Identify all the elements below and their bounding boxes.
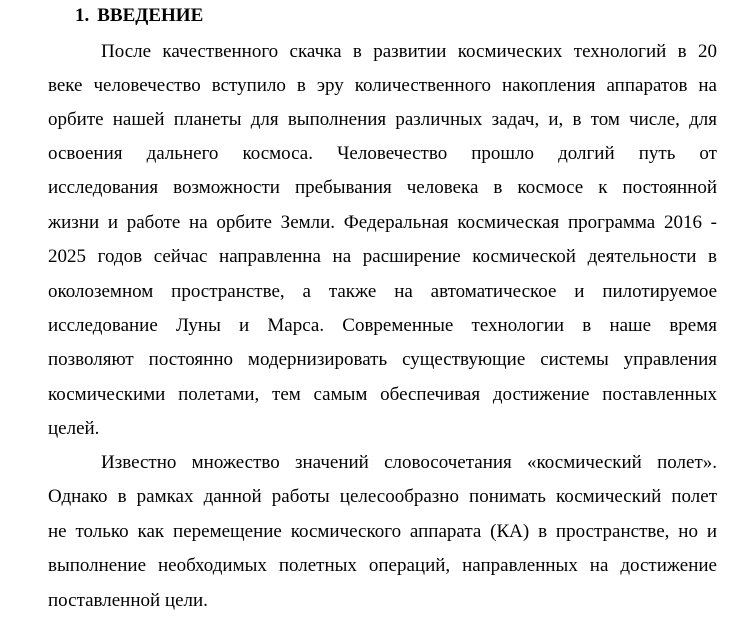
paragraph-2-line-3: не только как перемещение космического аппарата (КА) в пространстве, но и (48, 521, 717, 542)
paragraph-1-line-4: освоения дальнего космоса. Человечество прошло долгий путь от (48, 143, 717, 164)
paragraph-2-line-4: выполнение необходимых полетных операций, направленных на достижение (48, 555, 717, 576)
paragraph-1-line-2: веке человечество вступило в эру количественного накопления аппаратов на (48, 75, 717, 96)
paragraph-1-line-10: позволяют постоянно модернизировать существующие системы управления (48, 349, 717, 370)
paragraph-1-line-11: космическими полетами, тем самым обеспечивая достижение поставленных (48, 384, 717, 405)
paragraph-2-line-2: Однако в рамках данной работы целесообразно понимать космический полет (48, 486, 717, 507)
paragraph-1-line-1: После качественного скачка в развитии космических технологий в 20 (101, 41, 717, 62)
paragraph-2-line-5: поставленной цели. (48, 590, 208, 611)
paragraph-1-line-12: целей. (48, 418, 100, 439)
paragraph-2-line-1: Известно множество значений словосочетания «космический полет». (101, 452, 717, 473)
paragraph-1-line-5: исследования возможности пребывания человека в космосе к постоянной (48, 177, 717, 198)
paragraph-1-line-6: жизни и работе на орбите Земли. Федеральная космическая программа 2016 - (48, 212, 717, 233)
paragraph-1-line-3: орбите нашей планеты для выполнения различных задач, и, в том числе, для (48, 109, 717, 130)
section-heading (75, 4, 203, 28)
section-number: 1. (75, 5, 90, 26)
paragraph-1-line-9: исследование Луны и Марса. Современные технологии в наше время (48, 315, 717, 336)
section-title: ВВЕДЕНИЕ (97, 5, 204, 26)
paragraph-1-line-7: 2025 годов сейчас направленна на расширение космической деятельности в (48, 246, 717, 267)
paragraph-1-line-8: околоземном пространстве, а также на автоматическое и пилотируемое (48, 281, 717, 302)
